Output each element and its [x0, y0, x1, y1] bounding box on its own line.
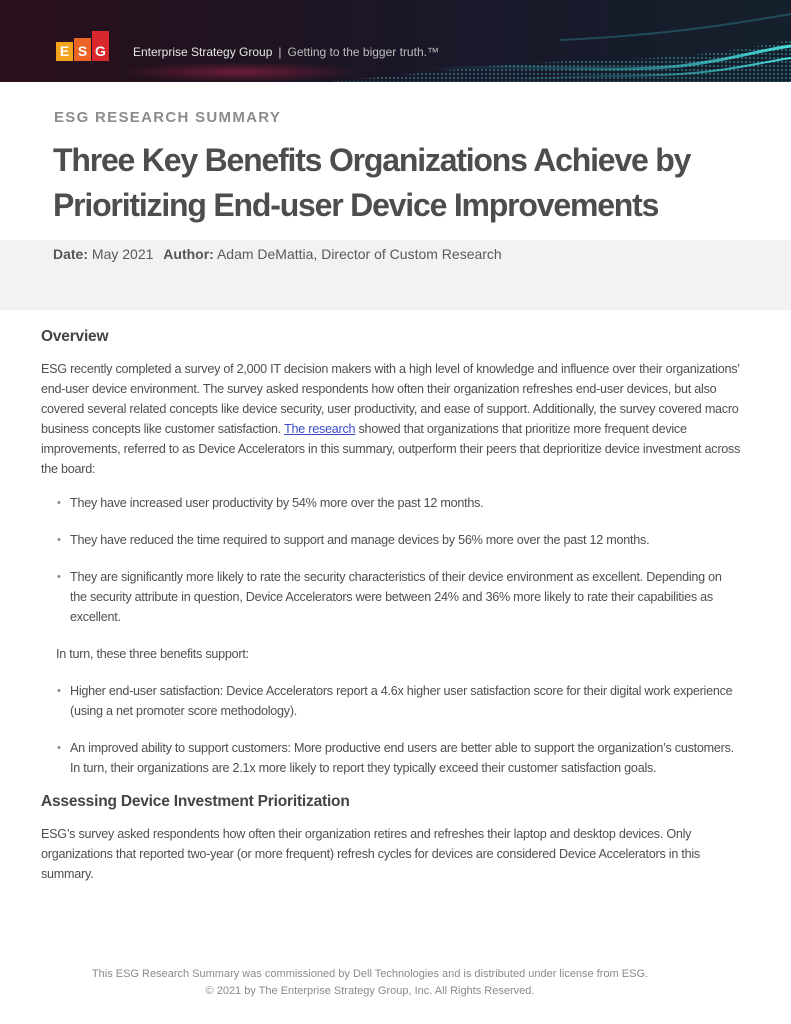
logo-block-s: S [74, 38, 91, 61]
supports-list [41, 681, 741, 778]
logo-block-g: G [92, 31, 109, 61]
benefits-list [41, 493, 741, 627]
date-value: May 2021 [91, 246, 154, 262]
particle-wave-graphic [0, 0, 791, 82]
assessing-heading: Assessing Device Investment Prioritization [41, 793, 350, 810]
in-turn-text: In turn, these three benefits support: [56, 647, 249, 661]
page-title: Three Key Benefits Organizations Achieve by Prioritizing End-user Device Improvements [53, 142, 691, 223]
company-motto: Getting to the bigger truth.™ [287, 45, 439, 59]
overview-heading: Overview [41, 328, 109, 345]
footer-license: This ESG Research Summary was commissioned by Dell Technologies and is distributed under license from ESG. [91, 968, 649, 980]
research-link[interactable]: The research [284, 422, 356, 436]
list-item: • They have increased user productivity by 54% more over the past 12 months. [41, 493, 741, 513]
document-body [41, 326, 741, 884]
list-item: • They have reduced the time required to support and manage devices by 56% more over the past 12 months. [41, 530, 741, 550]
header-banner [0, 0, 791, 82]
page-footer [0, 966, 740, 1000]
author-label: Author: [163, 246, 214, 262]
company-name: Enterprise Strategy Group [133, 45, 273, 59]
assessing-paragraph: ESG’s survey asked respondents how often their organization retires and refreshes their laptop and desktop devices. Only organizations that reported two-year (or more frequent) refresh cycles for devices are considered Device Accelerators in this summary. [41, 827, 700, 881]
document-kicker: ESG RESEARCH SUMMARY [54, 109, 282, 126]
document-meta [53, 246, 502, 262]
footer-copyright: © 2021 by The Enterprise Strategy Group, Inc. All Rights Reserved. [205, 985, 535, 997]
author-value: Adam DeMattia, Director of Custom Research [216, 246, 502, 262]
logo-block-e: E [56, 42, 73, 61]
overview-paragraph: ESG recently completed a survey of 2,000 IT decision makers with a high level of knowledge and influence over their organizations’ end-user device environment. The survey asked respondents how often their organization refreshes end-user devices, but also covered several related concepts like device security, user productivity, and ease of support. Additionally, the survey covered macro business concepts like customer satisfaction. The research showed that organizations that prioritize more frequent device improvements, referred to as Device Accelerators in this summary, outperform their peers that deprioritize device investment across the board: [41, 362, 741, 476]
list-item: • They are significantly more likely to rate the security characteristics of their device environment as excellent. Depending on the security attribute in question, Device Accelerators were between 24% and 36% more likely to rate their capabilities as excellent. [41, 567, 741, 627]
date-label: Date: [53, 246, 89, 262]
header-tagline [133, 45, 439, 59]
list-item: • An improved ability to support customers: More productive end users are better able to support the organization’s customers. In turn, their organizations are 2.1x more likely to report they typically exceed their customer satisfaction goals. [41, 738, 741, 778]
tagline-separator: | [278, 45, 282, 59]
esg-logo [56, 31, 112, 61]
list-item: • Higher end-user satisfaction: Device Accelerators report a 4.6x higher user satisfaction score for their digital work experience (using a net promoter score methodology). [41, 681, 741, 721]
